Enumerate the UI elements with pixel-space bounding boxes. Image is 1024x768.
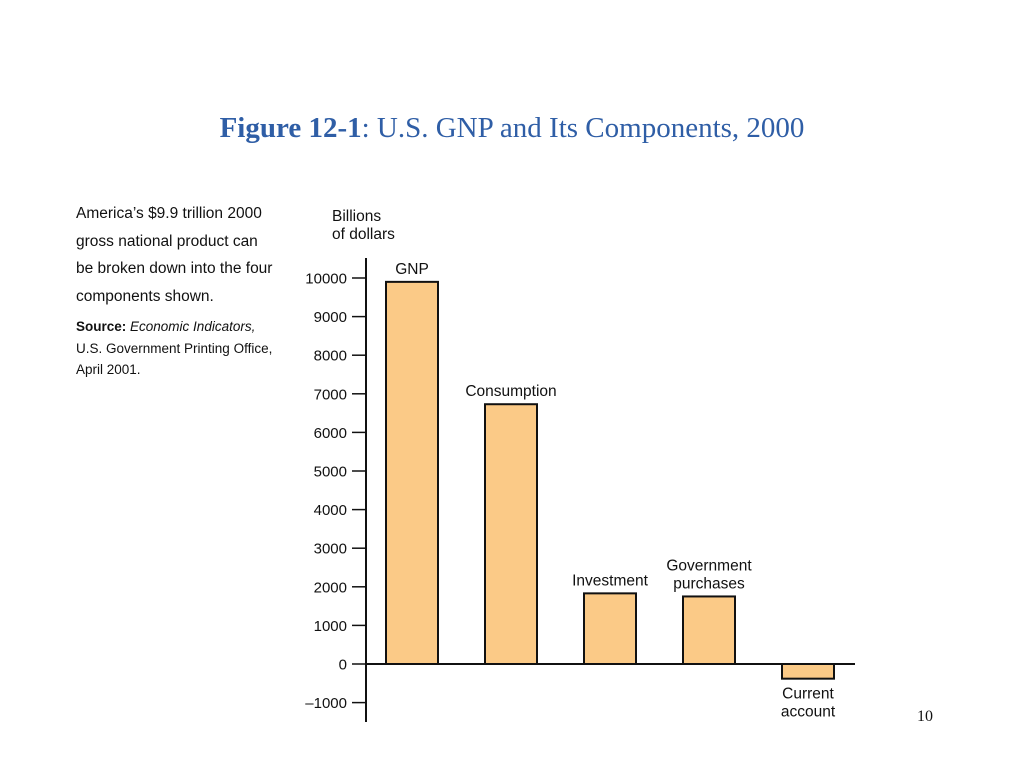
bar <box>485 404 537 664</box>
category-label: Government <box>666 557 752 575</box>
caption-description: America’s $9.9 trillion 2000 gross national product can be broken down into the four components shown. <box>76 205 273 305</box>
page-number: 10 <box>917 708 933 725</box>
category-label: Investment <box>572 572 648 590</box>
category-label: Consumption <box>465 383 557 401</box>
y-tick-label: 9000 <box>313 309 347 327</box>
y-axis-ticks <box>305 271 366 713</box>
y-tick-label: 5000 <box>313 463 347 481</box>
figure-title: : U.S. GNP and Its Components, 2000 <box>361 112 805 144</box>
y-tick-label: 6000 <box>313 424 347 442</box>
source-label: Source: <box>76 319 127 334</box>
bar <box>782 664 834 679</box>
bar <box>683 596 735 664</box>
y-tick-label: 2000 <box>313 579 347 597</box>
y-tick-label: –1000 <box>305 695 347 713</box>
y-axis-label <box>332 208 395 243</box>
y-axis-label-line: Billions <box>332 208 382 225</box>
bar <box>386 282 438 664</box>
category-label: account <box>780 703 836 721</box>
source-title: Economic Indicators, <box>130 319 256 334</box>
category-label: GNP <box>395 260 429 278</box>
figure-number: Figure 12-1 <box>219 112 362 144</box>
y-tick-label: 7000 <box>313 386 347 404</box>
bar <box>584 593 636 664</box>
y-tick-label: 4000 <box>313 502 347 520</box>
chart-bars <box>386 282 834 679</box>
y-tick-label: 10000 <box>305 270 347 288</box>
y-tick-label: 3000 <box>313 540 347 558</box>
y-tick-label: 8000 <box>313 347 347 365</box>
y-tick-label: 0 <box>338 656 347 674</box>
source-details: U.S. Government Printing Office, April 2001. <box>76 340 273 377</box>
category-label: Current <box>782 685 834 703</box>
y-axis-label-line: of dollars <box>332 226 395 243</box>
y-tick-label: 1000 <box>313 617 347 635</box>
category-label: purchases <box>673 575 745 593</box>
